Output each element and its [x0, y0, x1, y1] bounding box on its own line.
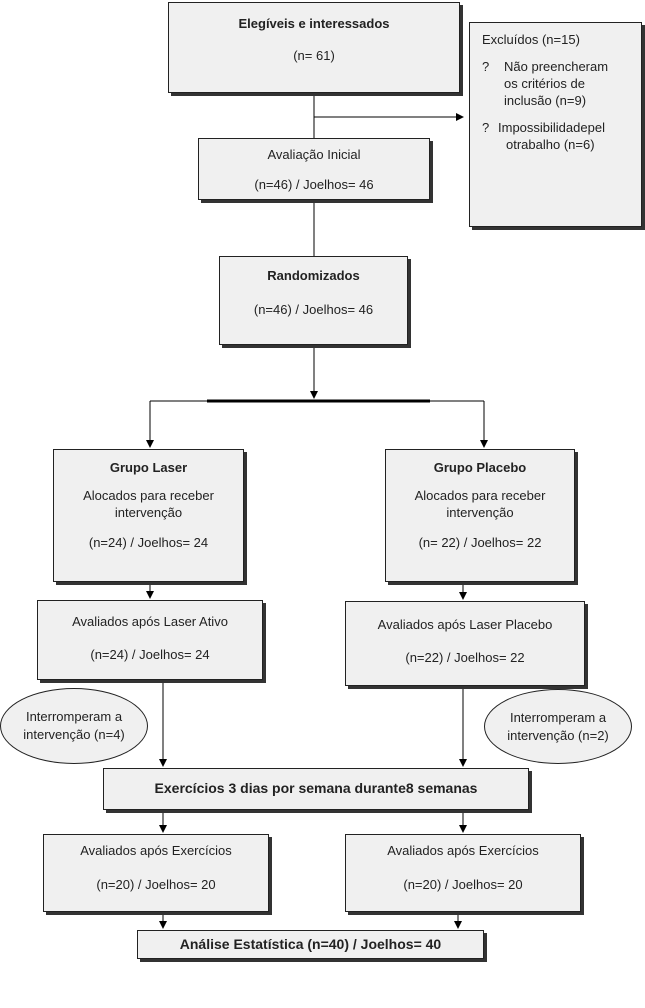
laser-group-box	[53, 449, 244, 582]
excluded-reason-line: Impossibilidadepel	[498, 120, 605, 135]
exercise-box	[103, 768, 529, 810]
placebo-eval-box	[345, 601, 585, 686]
initial-assessment-title: Avaliação Inicial	[267, 147, 361, 162]
laser-eval-count: (n=24) / Joelhos= 24	[90, 647, 210, 662]
randomized-count: (n=46) / Joelhos= 46	[253, 302, 374, 317]
exercise-eval-left-count: (n=20) / Joelhos= 20	[96, 877, 216, 892]
randomized-box	[219, 256, 408, 345]
eligible-title: Elegíveis e interessados	[238, 16, 390, 31]
dropout-laser-line2: intervenção (n=4)	[23, 727, 125, 742]
placebo-eval-title: Avaliados após Laser Placebo	[377, 617, 553, 632]
placebo-group-count: (n= 22) / Joelhos= 22	[418, 535, 542, 550]
dropout-placebo-ellipse	[484, 689, 632, 764]
dropout-laser-ellipse	[0, 688, 148, 764]
excluded-reason-work	[482, 119, 635, 153]
exercise-eval-right-count: (n=20) / Joelhos= 20	[403, 877, 523, 892]
randomized-title: Randomizados	[267, 268, 360, 283]
exercise-eval-right-title: Avaliados após Exercícios	[387, 843, 539, 858]
placebo-allocated-line1: Alocados para receber	[414, 488, 546, 503]
excluded-reason-line: Não preencheram	[504, 59, 609, 74]
excluded-title: Excluídos (n=15)	[482, 32, 580, 47]
exercise-eval-right-box	[345, 834, 581, 912]
excluded-reason-line: os critérios de	[504, 76, 585, 91]
dropout-laser-line1: Interromperam a	[25, 709, 123, 724]
excluded-box	[469, 22, 642, 227]
exercise-title: Exercícios 3 dias por semana durante8 semanas	[154, 780, 478, 796]
bullet-mark: ?	[482, 120, 490, 135]
excluded-reason-line: inclusão (n=9)	[504, 93, 587, 108]
laser-eval-title: Avaliados após Laser Ativo	[72, 614, 228, 629]
laser-group-count: (n=24) / Joelhos= 24	[88, 535, 209, 550]
placebo-allocated-line2: intervenção	[446, 505, 514, 520]
laser-group-title: Grupo Laser	[109, 460, 188, 475]
excluded-reason-criteria	[482, 58, 635, 109]
laser-eval-box	[37, 600, 263, 680]
dropout-placebo-line2: intervenção (n=2)	[507, 727, 609, 743]
exercise-eval-left-box	[43, 834, 269, 912]
laser-allocated-line1: Alocados para receber	[83, 488, 214, 503]
analysis-box	[137, 930, 484, 959]
excluded-reason-line: otrabalho (n=6)	[506, 137, 595, 152]
placebo-eval-count: (n=22) / Joelhos= 22	[405, 650, 525, 665]
laser-allocated-line2: intervenção	[114, 505, 183, 520]
analysis-title: Análise Estatística (n=40) / Joelhos= 40	[179, 936, 442, 952]
exercise-eval-left-title: Avaliados após Exercícios	[80, 843, 232, 858]
placebo-group-title: Grupo Placebo	[433, 460, 527, 475]
initial-assessment-count: (n=46) / Joelhos= 46	[254, 177, 374, 192]
placebo-group-box	[385, 449, 575, 582]
eligible-box	[168, 2, 460, 93]
dropout-placebo-line1: Interromperam a	[509, 709, 607, 725]
initial-assessment-box	[198, 138, 430, 200]
eligible-count: (n= 61)	[293, 48, 335, 63]
bullet-mark: ?	[482, 59, 490, 74]
